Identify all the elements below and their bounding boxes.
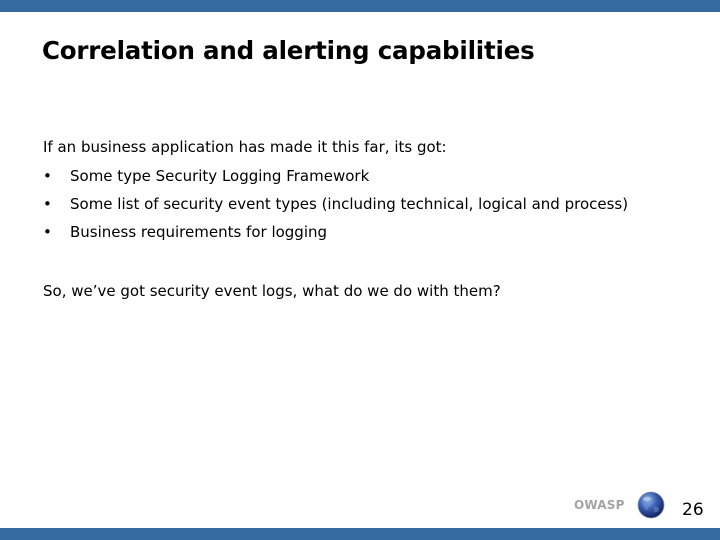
bullet-text: Some list of security event types (including technical, logical and process) (70, 195, 629, 213)
bullet-symbol: • (43, 223, 52, 241)
bullet-text: Business requirements for logging (70, 223, 328, 241)
owasp-logo-text: OWASP (574, 498, 625, 512)
intro-text: If an business application has made it this far, its got: (43, 138, 447, 156)
globe-icon (637, 491, 665, 519)
closing-text: So, we’ve got security event logs, what do we do with them? (43, 282, 501, 300)
page-number: 26 (682, 500, 704, 520)
bullet-item (43, 222, 703, 242)
bullet-item (43, 166, 703, 186)
top-accent-bar (0, 0, 720, 12)
bullet-symbol: • (43, 195, 52, 213)
bullet-symbol: • (43, 167, 52, 185)
bullet-item (43, 194, 703, 214)
slide-body (43, 137, 703, 242)
bullet-list (43, 166, 703, 242)
bullet-text: Some type Security Logging Framework (70, 167, 370, 185)
slide-title: Correlation and alerting capabilities (42, 36, 535, 65)
bottom-accent-bar (0, 528, 720, 540)
